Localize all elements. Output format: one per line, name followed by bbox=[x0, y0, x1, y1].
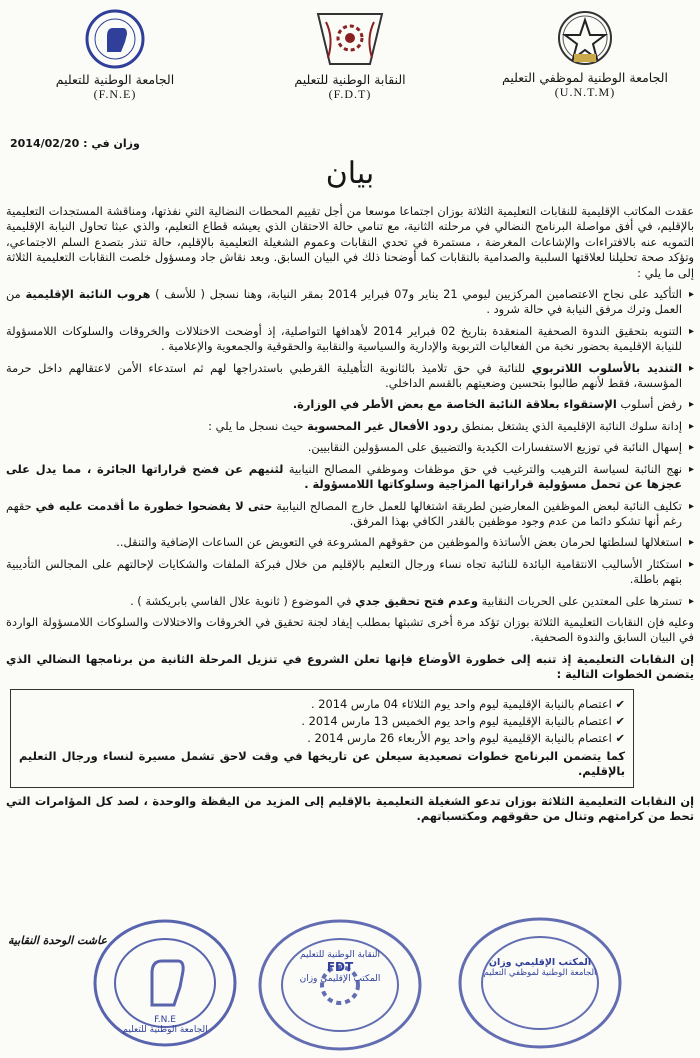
org-abbr: (U.N.T.M) bbox=[554, 85, 616, 99]
point-item: ▸ تسترها على المعتدين على الحريات النقابية وعدم فتح تحقيق جدي في الموضوع ( ثانوية علال الفاسي بابريكشة ) . bbox=[6, 594, 694, 609]
program-note: كما يتضمن البرنامج خطوات تصعيدية سيعلن عن تاريخها في وقت لاحق تشمل مسيرة لنساء ورجال التعليم بالإقليم. bbox=[19, 748, 625, 779]
program-step: ✔ اعتصام بالنيابة الإقليمية ليوم واحد يوم الخميس 13 مارس 2014 . bbox=[301, 713, 625, 728]
org-fne bbox=[10, 8, 220, 101]
stamps-area bbox=[0, 895, 700, 1058]
org-untm bbox=[480, 8, 690, 99]
point-item: ▸ نهج النائبة لسياسة الترهيب والترغيب في حق موظفات وموظفي المصالح النيابية لثنيهم عن فضح قراراتها الجائرة ، مما يدل على عجزها عن تحمل مسؤولية قراراتها المزاجية وسلوكاتها اللامسؤولة . bbox=[6, 462, 694, 493]
point-item: ▸ إدانة سلوك النائبة الإقليمية الذي يشتغل بمنطق ردود الأفعال غير المحسوبة حيث نسجل ما يلي : bbox=[6, 419, 694, 434]
fist-emblem-icon bbox=[79, 8, 151, 70]
intro-paragraph: عقدت المكاتب الإقليمية للنقابات التعليمية الثلاثة بوزان اجتماعا موسعا من أجل تقييم المحطات النضالية التي نفذتها، ومناقشة المستجدات التعليمية بالإقليم، في أفق مواصلة البرنامج النضالي في مرحلته الثانية، مع تنامي حالة الاحتقان الذي يعيشه قطاع التعليم، والذي عبثا تحاول النيابة الإقليمية التمويه عنه بالافتراءات والإشاعات المغرضة ، مستمرة في تحدي النقابات وعموم الشغيلة التعليمية بالإقليم، حالة تنذر بتصدع السلم الاجتماعي، وتؤكد صحة تحليلنا لعلاقتها السلبية والصدامية بالنقابات كما أوضحنا ذلك في البيان السابق. وبعد نقاش جاد ومسؤول خلصت النقابات التعليمية الثلاثة إلى ما يلي : bbox=[6, 204, 694, 280]
letterhead bbox=[0, 8, 700, 126]
document-date: وزان في : 2014/02/20 bbox=[10, 137, 140, 150]
conclusion-paragraph: وعليه فإن النقابات التعليمية الثلاثة بوزان تؤكد مرة أخرى تشبثها بمطلب إيفاد لجنة تحقيق في الخروقات والاختلالات والسلوكات اللامسؤولة الواردة في البيان السابق والندوة الصحفية. bbox=[6, 614, 694, 645]
signature-line: عاشت الوحدة النقابية bbox=[8, 934, 107, 947]
gear-wheat-emblem-icon bbox=[310, 8, 390, 70]
point-item: ▸ استكثار الأساليب الانتقامية البائدة للنائبة تجاه نساء ورجال التعليم بالإقليم من خلال فبركة الملفات والشكايات لإحالتهم على المجالس التأديبية بتهم باطلة. bbox=[6, 557, 694, 588]
point-item: ▸ التنويه بتحقيق الندوة الصحفية المنعقدة بتاريخ 02 فبراير 2014 لأهدافها التواصلية، إذ أوضحت الاختلالات والخروقات والسلوكات اللامسؤولة للنيابة الإقليمية بحضور نخبة من الفعاليات التربوية والإدارية والسياسية والنقابية والحقوقية والجمعوية والإعلامية . bbox=[6, 324, 694, 355]
org-name: الجامعة الوطنية للتعليم bbox=[55, 72, 175, 87]
point-item: ▸ إسهال النائبة في توزيع الاستفسارات الكيدية والتضييق على المسؤولين النقابيين. bbox=[6, 440, 694, 455]
closing-paragraph: إن النقابات التعليمية الثلاثة بوزان تدعو الشغيلة التعليمية بالإقليم إلى المزيد من اليقظة والوحدة ، لصد كل المؤامرات التي تحط من كرامتهم وتنال من حقوقهم ومكتسباتهم. bbox=[6, 793, 694, 823]
org-name: النقابة الوطنية للتعليم bbox=[294, 72, 406, 87]
program-step: ✔ اعتصام بالنيابة الإقليمية ليوم واحد يوم الأربعاء 26 مارس 2014 . bbox=[307, 731, 625, 746]
org-fdt bbox=[245, 8, 455, 101]
org-name: الجامعة الوطنية لموظفي التعليم bbox=[502, 70, 668, 85]
star-crescent-emblem-icon bbox=[550, 8, 620, 68]
stamp-right-label: المكتب الإقليمي وزان الجامعة الوطنية لموظفي التعليم bbox=[483, 957, 597, 978]
org-abbr: (F.D.T) bbox=[328, 87, 372, 101]
org-abbr: (F.N.E) bbox=[93, 87, 137, 101]
union-stamp-icon bbox=[455, 913, 625, 1053]
statement-body bbox=[6, 204, 694, 830]
point-item: ▸ التنديد بالأسلوب اللاتربوي للنائبة في حق تلاميذ بالثانوية التأهيلية القرطبي باستدراجها لهم ثم استدعاء الأمن لاعتقالهم داخل حرمة المؤسسة، فقط لأنهم طالبوا بتحسين وضعيتهم بالقسم الداخلي. bbox=[6, 361, 694, 392]
point-item: ▸ رفض أسلوب الإستقواء بعلاقة النائبة الخاصة مع بعض الأطر في الوزارة. bbox=[6, 397, 694, 412]
program-step: ✔ اعتصام بالنيابة الإقليمية ليوم واحد يوم الثلاثاء 04 مارس 2014 . bbox=[311, 696, 625, 711]
point-item: ▸ التأكيد على نجاح الاعتصامين المركزيين ليومي 21 يناير و07 فبراير 2014 بمقر النيابة، وهنا نسجل ( للأسف ) هروب النائبة الإقليمية من العمل وترك مرفق النيابة في حالة شرود . bbox=[6, 287, 694, 318]
program-steps-box bbox=[10, 689, 634, 788]
program-intro: إن النقابات التعليمية إذ تنبه إلى خطورة الأوضاع فإنها تعلن الشروع في تنزيل المرحلة الثانية من برنامجها النضالي الذي يتضمن الخطوات التالية : bbox=[6, 651, 694, 682]
point-item: ▸ تكليف النائبة لبعض الموظفين المعارضين لطريقة اشتغالها للعمل خارج المصالح النيابية حتى لا يفضحوا خطورة ما أقدمت عليه في حقهم رغم أنها تشكو دائما من عدم وجود موظفين بالقدر الكافي بهذا المرفق. bbox=[6, 499, 694, 530]
stamp-left-label: F.N.E الجامعة الوطنية للتعليم bbox=[122, 1015, 208, 1035]
gear-stamp-icon bbox=[255, 915, 425, 1055]
point-item: ▸ استغلالها لسلطتها لحرمان بعض الأساتذة والموظفين من حقوقهم المشروعة في التعويض عن الساعات الإضافية والتنقل.. bbox=[6, 535, 694, 550]
document-title: بيان bbox=[325, 156, 375, 191]
stamp-center-label: النقابة الوطنية للتعليم FDT المكتب الإقليمي وزان bbox=[299, 950, 381, 984]
